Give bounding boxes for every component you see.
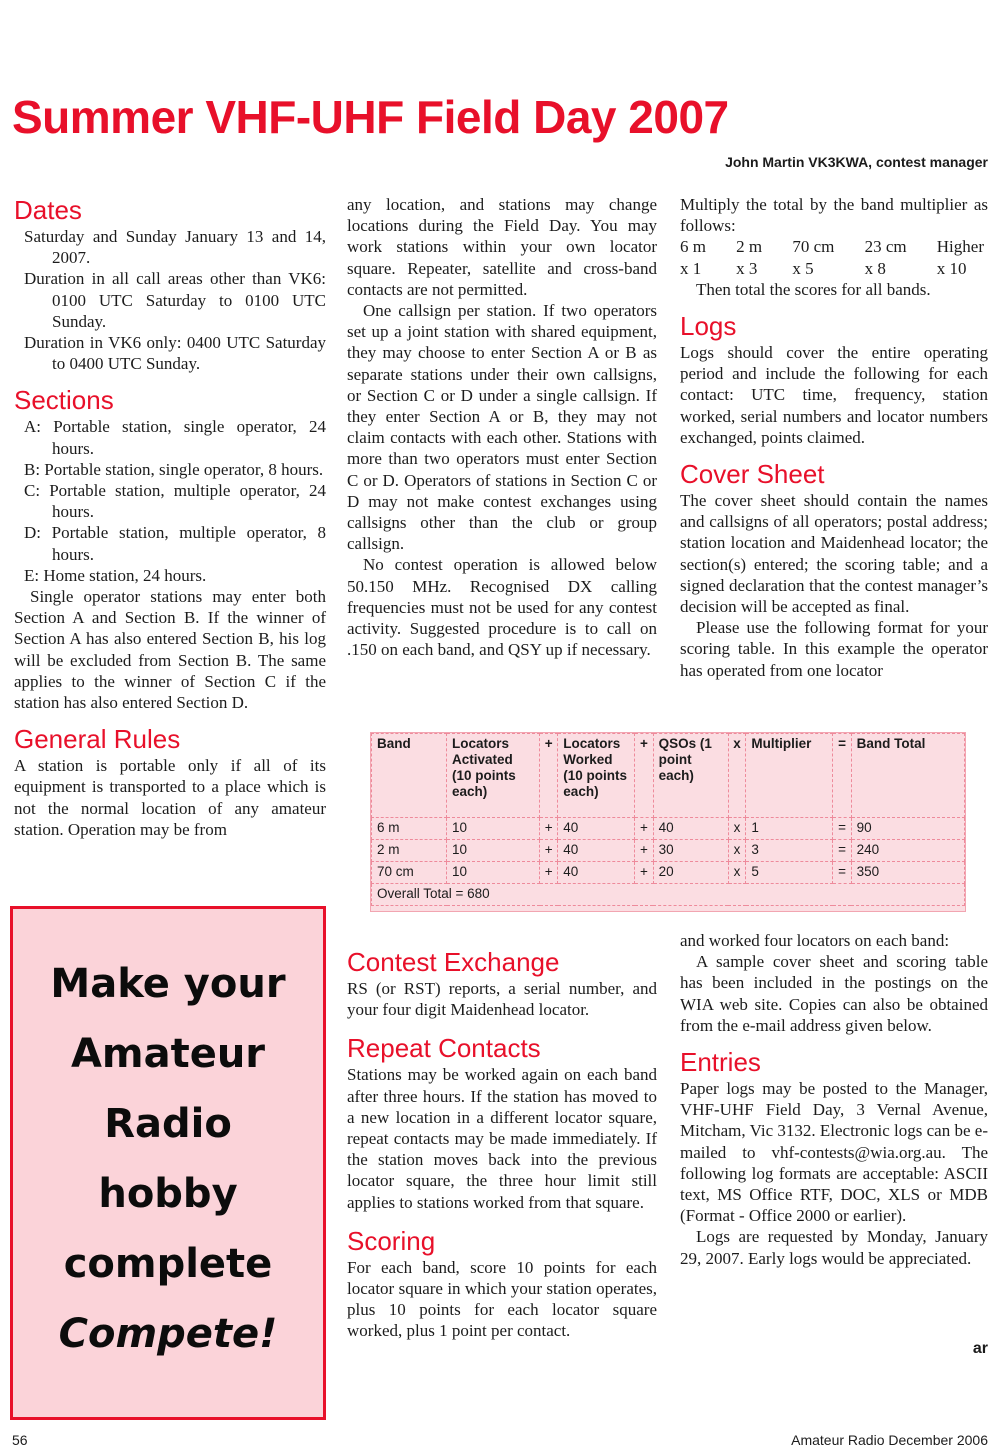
general-rules-paragraph: One callsign per station. If two operators set up a joint station with shared equipment, they may choose to enter Section A or B as separate stations under their own callsigns, or Section C or D under a single callsign. If they enter Section A or B, they may not claim contacts with each other. Stations with more than two operators must enter Section C or D. Operators of stations in Section C or D may not make contest exchanges using callsigns other than the club or group callsign. — [347, 301, 657, 554]
table-row: 70 cm 10 + 40 + 20 x 5 = 350 — [372, 862, 965, 884]
cover-sheet-paragraph: The cover sheet should contain the names and callsigns of all operators; postal address; station location and Maidenhead locator; the section(s) entered; the scoring table; and a signed declaration that the contest manager’s decision will be accepted as final. — [680, 491, 988, 617]
column-3-lower — [680, 930, 988, 1269]
contest-exchange-body: RS (or RST) reports, a serial number, and your four digit Maidenhead locator. — [347, 979, 657, 1020]
column-2-lower — [347, 946, 657, 1342]
dates-item: Saturday and Sunday January 13 and 14, 2007. — [24, 227, 326, 268]
entries-paragraph: Logs are requested by Monday, January 29, 2007. Early logs would be appreciated. — [680, 1227, 988, 1268]
table-header: + — [635, 734, 653, 818]
section-item: C: Portable station, multiple operator, 24 hours. — [24, 481, 326, 522]
table-header: + — [540, 734, 558, 818]
column-1 — [14, 194, 326, 840]
band-multiplier: 6 m x 1 — [680, 237, 706, 278]
repeat-contacts-heading: Repeat Contacts — [347, 1033, 541, 1064]
article-title: Summer VHF-UHF Field Day 2007 — [12, 91, 729, 143]
sections-heading: Sections — [14, 385, 114, 416]
repeat-contacts-body: Stations may be worked again on each band after three hours. If the station has moved to a new location in a different locator square, repeat contacts may be made immediately. If the station moves back into the previous locator square, the three hour limit still applies to stations worked from that square. — [347, 1065, 657, 1212]
sections-note: Single operator stations may enter both Section A and Section B. If the winner of Section A has also entered Section B, his log will be excluded from Section B. The same applies to the winner of Section C if the station has also entered Section D. — [14, 587, 326, 713]
table-header: Band Total — [851, 734, 964, 818]
column-2 — [347, 194, 657, 660]
cover-sheet-heading: Cover Sheet — [680, 459, 825, 490]
table-total-row — [372, 884, 965, 906]
entries-heading: Entries — [680, 1047, 761, 1078]
table-header: = — [833, 734, 851, 818]
logs-body: Logs should cover the entire operating period and include the following for each contact: UTC time, frequency, station worked, serial numbers and locator numbers exchanged, points claimed. — [680, 343, 988, 447]
table-header-row — [372, 734, 965, 818]
promo-line: Amateur — [70, 1031, 266, 1077]
scoring-body: For each band, score 10 points for each locator square in which your station operates, plus 10 points for each locator square worked, plus 1 point per contact. — [347, 1257, 657, 1341]
promo-line: complete — [63, 1241, 273, 1287]
publication-footer: Amateur Radio December 2006 — [791, 1432, 988, 1448]
dates-item: Duration in VK6 only: 0400 UTC Saturday to 0400 UTC Sunday. — [24, 333, 326, 374]
scoring-table-box — [370, 732, 966, 912]
promo-line: Make your — [50, 961, 286, 1007]
table-header: QSOs (1 point each) — [653, 734, 728, 818]
cover-sheet-paragraph: Please use the following format for your scoring table. In this example the operator has operated from one locator — [680, 618, 988, 680]
logs-heading: Logs — [680, 311, 737, 342]
multiplier-intro: Multiply the total by the band multiplier as follows: — [680, 195, 988, 236]
band-multiplier: 2 m x 3 — [736, 237, 763, 278]
scoring-table — [371, 733, 965, 906]
overall-total: Overall Total = 680 — [372, 884, 965, 906]
section-item: A: Portable station, single operator, 24 hours. — [24, 417, 326, 458]
promo-line: Compete! — [58, 1311, 278, 1357]
table-row: 6 m 10 + 40 + 40 x 1 = 90 — [372, 818, 965, 840]
table-row: 2 m 10 + 40 + 30 x 3 = 240 — [372, 840, 965, 862]
band-multiplier: 70 cm x 5 — [792, 237, 835, 278]
multiplier-total-note: Then total the scores for all bands. — [696, 279, 931, 299]
page-number: 56 — [12, 1432, 28, 1448]
table-header: Locators Worked (10 points each) — [558, 734, 635, 818]
table-header: x — [728, 734, 746, 818]
contest-exchange-heading: Contest Exchange — [347, 947, 560, 977]
band-multiplier: 23 cm x 8 — [864, 237, 907, 278]
table-header: Locators Activated (10 points each) — [447, 734, 540, 818]
cover-sheet-paragraph: A sample cover sheet and scoring table has been included in the postings on the WIA web site. Copies can also be obtained from the e-mail address given below. — [680, 952, 988, 1035]
general-rules-paragraph: No contest operation is allowed below 50.150 MHz. Recognised DX calling frequencies must not be used for any contest activity. Suggested procedure is to call on .150 on each band, and QSY up if necessary. — [347, 555, 657, 660]
dates-item: Duration in all call areas other than VK6: 0100 UTC Saturday to 0100 UTC Sunday. — [24, 269, 326, 331]
general-rules-paragraph: any location, and stations may change locations during the Field Day. You may work stations within your own locator square. Repeater, satellite and cross-band contacts are not permitted. — [347, 195, 657, 299]
column-3 — [680, 194, 988, 681]
scoring-heading: Scoring — [347, 1225, 436, 1256]
byline: John Martin VK3KWA, contest manager — [725, 154, 988, 170]
band-multiplier-list — [680, 236, 988, 278]
band-multiplier: Higher x 10 — [936, 237, 984, 278]
table-header: Band — [372, 734, 447, 818]
table-header: Multiplier — [746, 734, 833, 818]
section-item: D: Portable station, multiple operator, 8 hours. — [24, 523, 326, 564]
cover-sheet-paragraph: and worked four locators on each band: — [680, 931, 950, 950]
general-rules-heading: General Rules — [14, 724, 181, 755]
general-rules-paragraph: A station is portable only if all of its equipment is transported to a place which is not the normal location of any amateur station. Operation may be from — [14, 756, 326, 839]
promo-line: Radio — [104, 1101, 232, 1147]
promo-line: hobby — [98, 1171, 238, 1217]
promo-box — [10, 906, 326, 1420]
section-item: E: Home station, 24 hours. — [24, 565, 207, 585]
entries-paragraph: Paper logs may be posted to the Manager, VHF-UHF Field Day, 3 Vernal Avenue, Mitcham, Vic 3132. Electronic logs can be e-mailed to vhf-contests@wia.org.au. The following log formats are acceptable: ASCII text, MS Office RTF, DOC, XLS or MDB (Format - Office 2000 or earlier). — [680, 1079, 988, 1226]
section-item: B: Portable station, single operator, 8 hours. — [24, 459, 324, 479]
end-mark: ar — [972, 1340, 988, 1357]
dates-heading: Dates — [14, 195, 82, 225]
